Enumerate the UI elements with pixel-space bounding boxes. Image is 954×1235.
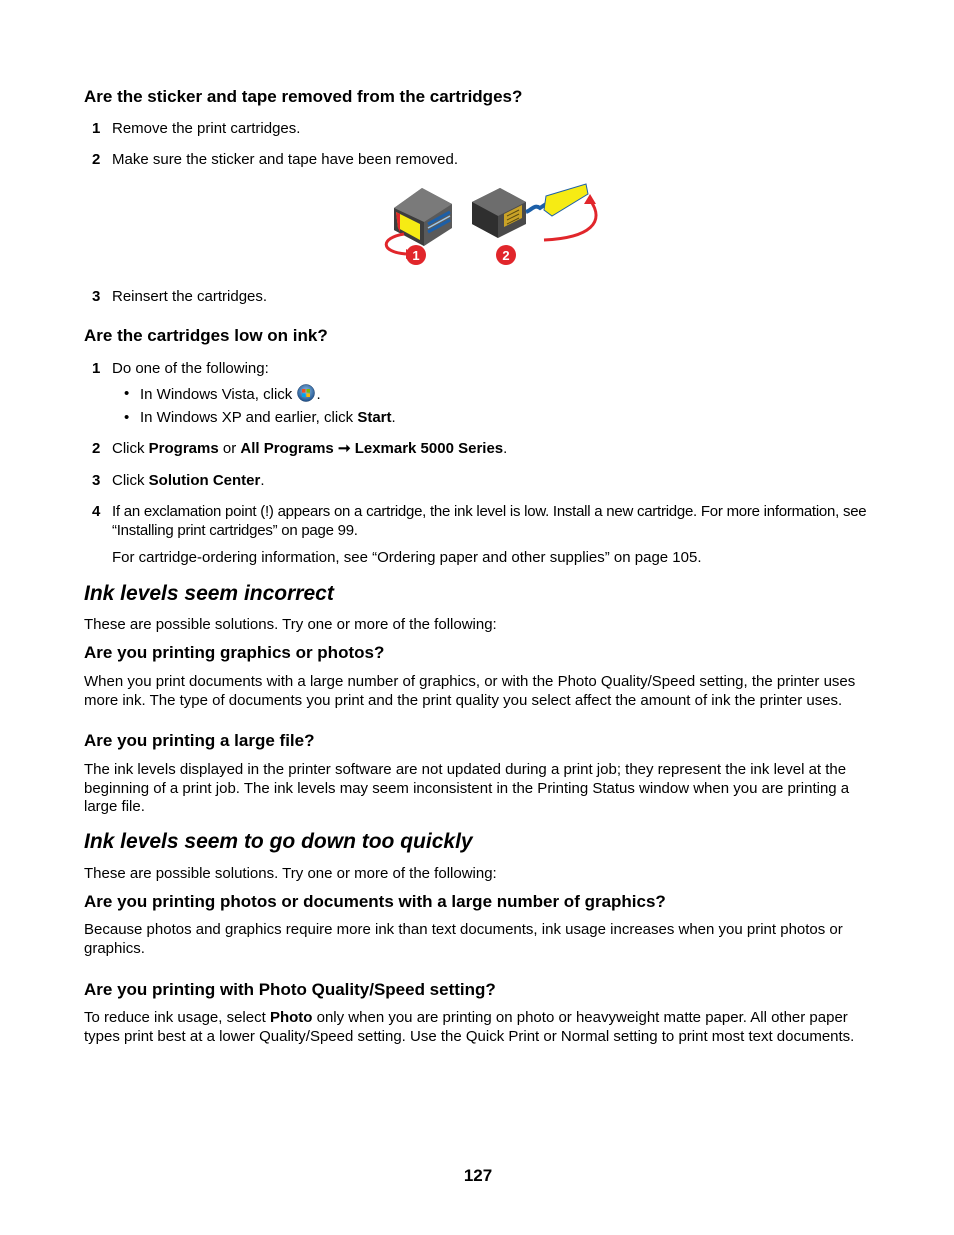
step-number: 1 [92,120,101,137]
graphics-heading: Are you printing graphics or photos? [84,643,385,662]
quality-body-prefix: To reduce ink usage, select [84,1009,266,1026]
quality-body-suffix: only when you are printing on photo or heavyweight matte paper. All other paper types print best at a lower Quality/Speed setting. Use the Quick Print or Normal setting to print most text documents. [84,1009,855,1045]
step-text: Reinsert the cartridges. [112,288,268,305]
or-word: or [222,440,237,457]
ink-incorrect-intro: These are possible solutions. Try one or more of the following: [84,616,497,633]
menu-arrow-icon: ➞ [337,440,351,457]
low-ink-heading: Are the cartridges low on ink? [84,326,328,345]
programs-label: Programs [148,440,219,457]
sticker-icon [544,184,588,216]
photos-body: Because photos and graphics require more ink than text documents, ink usage increases when you print photos or graphics. [84,921,843,957]
lexmark-series-label: Lexmark 5000 Series [354,440,504,457]
solution-center-label: Solution Center [148,472,261,489]
cartridge-illustration [376,180,608,272]
callout-2-icon [496,245,516,265]
bullet-text: In Windows XP and earlier, click [140,409,354,426]
ink-quickly-intro: These are possible solutions. Try one or more of the following: [84,865,497,882]
bullet-text: In Windows Vista, click [140,386,293,403]
step-number: 2 [92,440,101,457]
large-file-body: The ink levels displayed in the printer software are not updated during a print job; they represent the ink level at the beginning of a print job. The ink levels may seem inconsistent in the Printing Status window when you are printing a large file. [84,761,850,815]
quality-heading: Are you printing with Photo Quality/Speed setting? [84,980,496,999]
all-programs-label: All Programs [240,440,334,457]
removal-arrow-icon [386,234,406,254]
windows-start-orb-icon [297,384,315,402]
step-text: Do one of the following: [112,360,269,377]
photo-setting-label: Photo [269,1009,313,1026]
callout-1-label: 1 [412,248,420,263]
cartridge-figure-svg [376,180,608,272]
step-text: If an exclamation point (!) appears on a cartridge, the ink level is low. Install a new cartridge. For more information, see “Installing print cartridges” on page 99. [112,503,867,539]
step-end: . [503,440,508,457]
bullet-suffix: . [391,409,396,426]
black-cartridge-icon [472,188,526,238]
step-end: . [260,472,265,489]
bullet-suffix: . [316,386,321,403]
bullet-dot: • [124,409,130,426]
bullet-dot: • [124,385,130,402]
callout-2-label: 2 [502,248,510,263]
step-number: 3 [92,472,101,489]
graphics-body: When you print documents with a large number of graphics, or with the Photo Quality/Speed setting, the printer uses more ink. The type of documents you print and the print quality you select affect the amount of ink the printer uses. [84,673,856,709]
step-number: 2 [92,151,101,168]
step-number: 1 [92,360,101,377]
step-text: Make sure the sticker and tape have been removed. [112,151,459,168]
tape-icon [526,204,546,212]
large-file-heading: Are you printing a large file? [84,731,315,750]
ink-incorrect-title: Ink levels seem incorrect [84,582,334,605]
step-text: Remove the print cartridges. [112,120,301,137]
sticker-heading: Are the sticker and tape removed from the cartridges? [84,87,523,106]
page-number: 127 [463,1166,493,1185]
start-label: Start [357,409,392,426]
color-cartridge-icon [394,188,452,246]
callout-1-icon [406,245,426,265]
ink-quickly-title: Ink levels seem to go down too quickly [84,830,473,853]
ordering-info: For cartridge-ordering information, see “Ordering paper and other supplies” on page 105. [112,549,702,566]
step-number: 3 [92,288,101,305]
step-number: 4 [92,503,101,520]
photos-heading: Are you printing photos or documents with a large number of graphics? [84,892,666,911]
click-word: Click [112,440,145,457]
click-word: Click [112,472,145,489]
quality-body [84,1009,872,1046]
